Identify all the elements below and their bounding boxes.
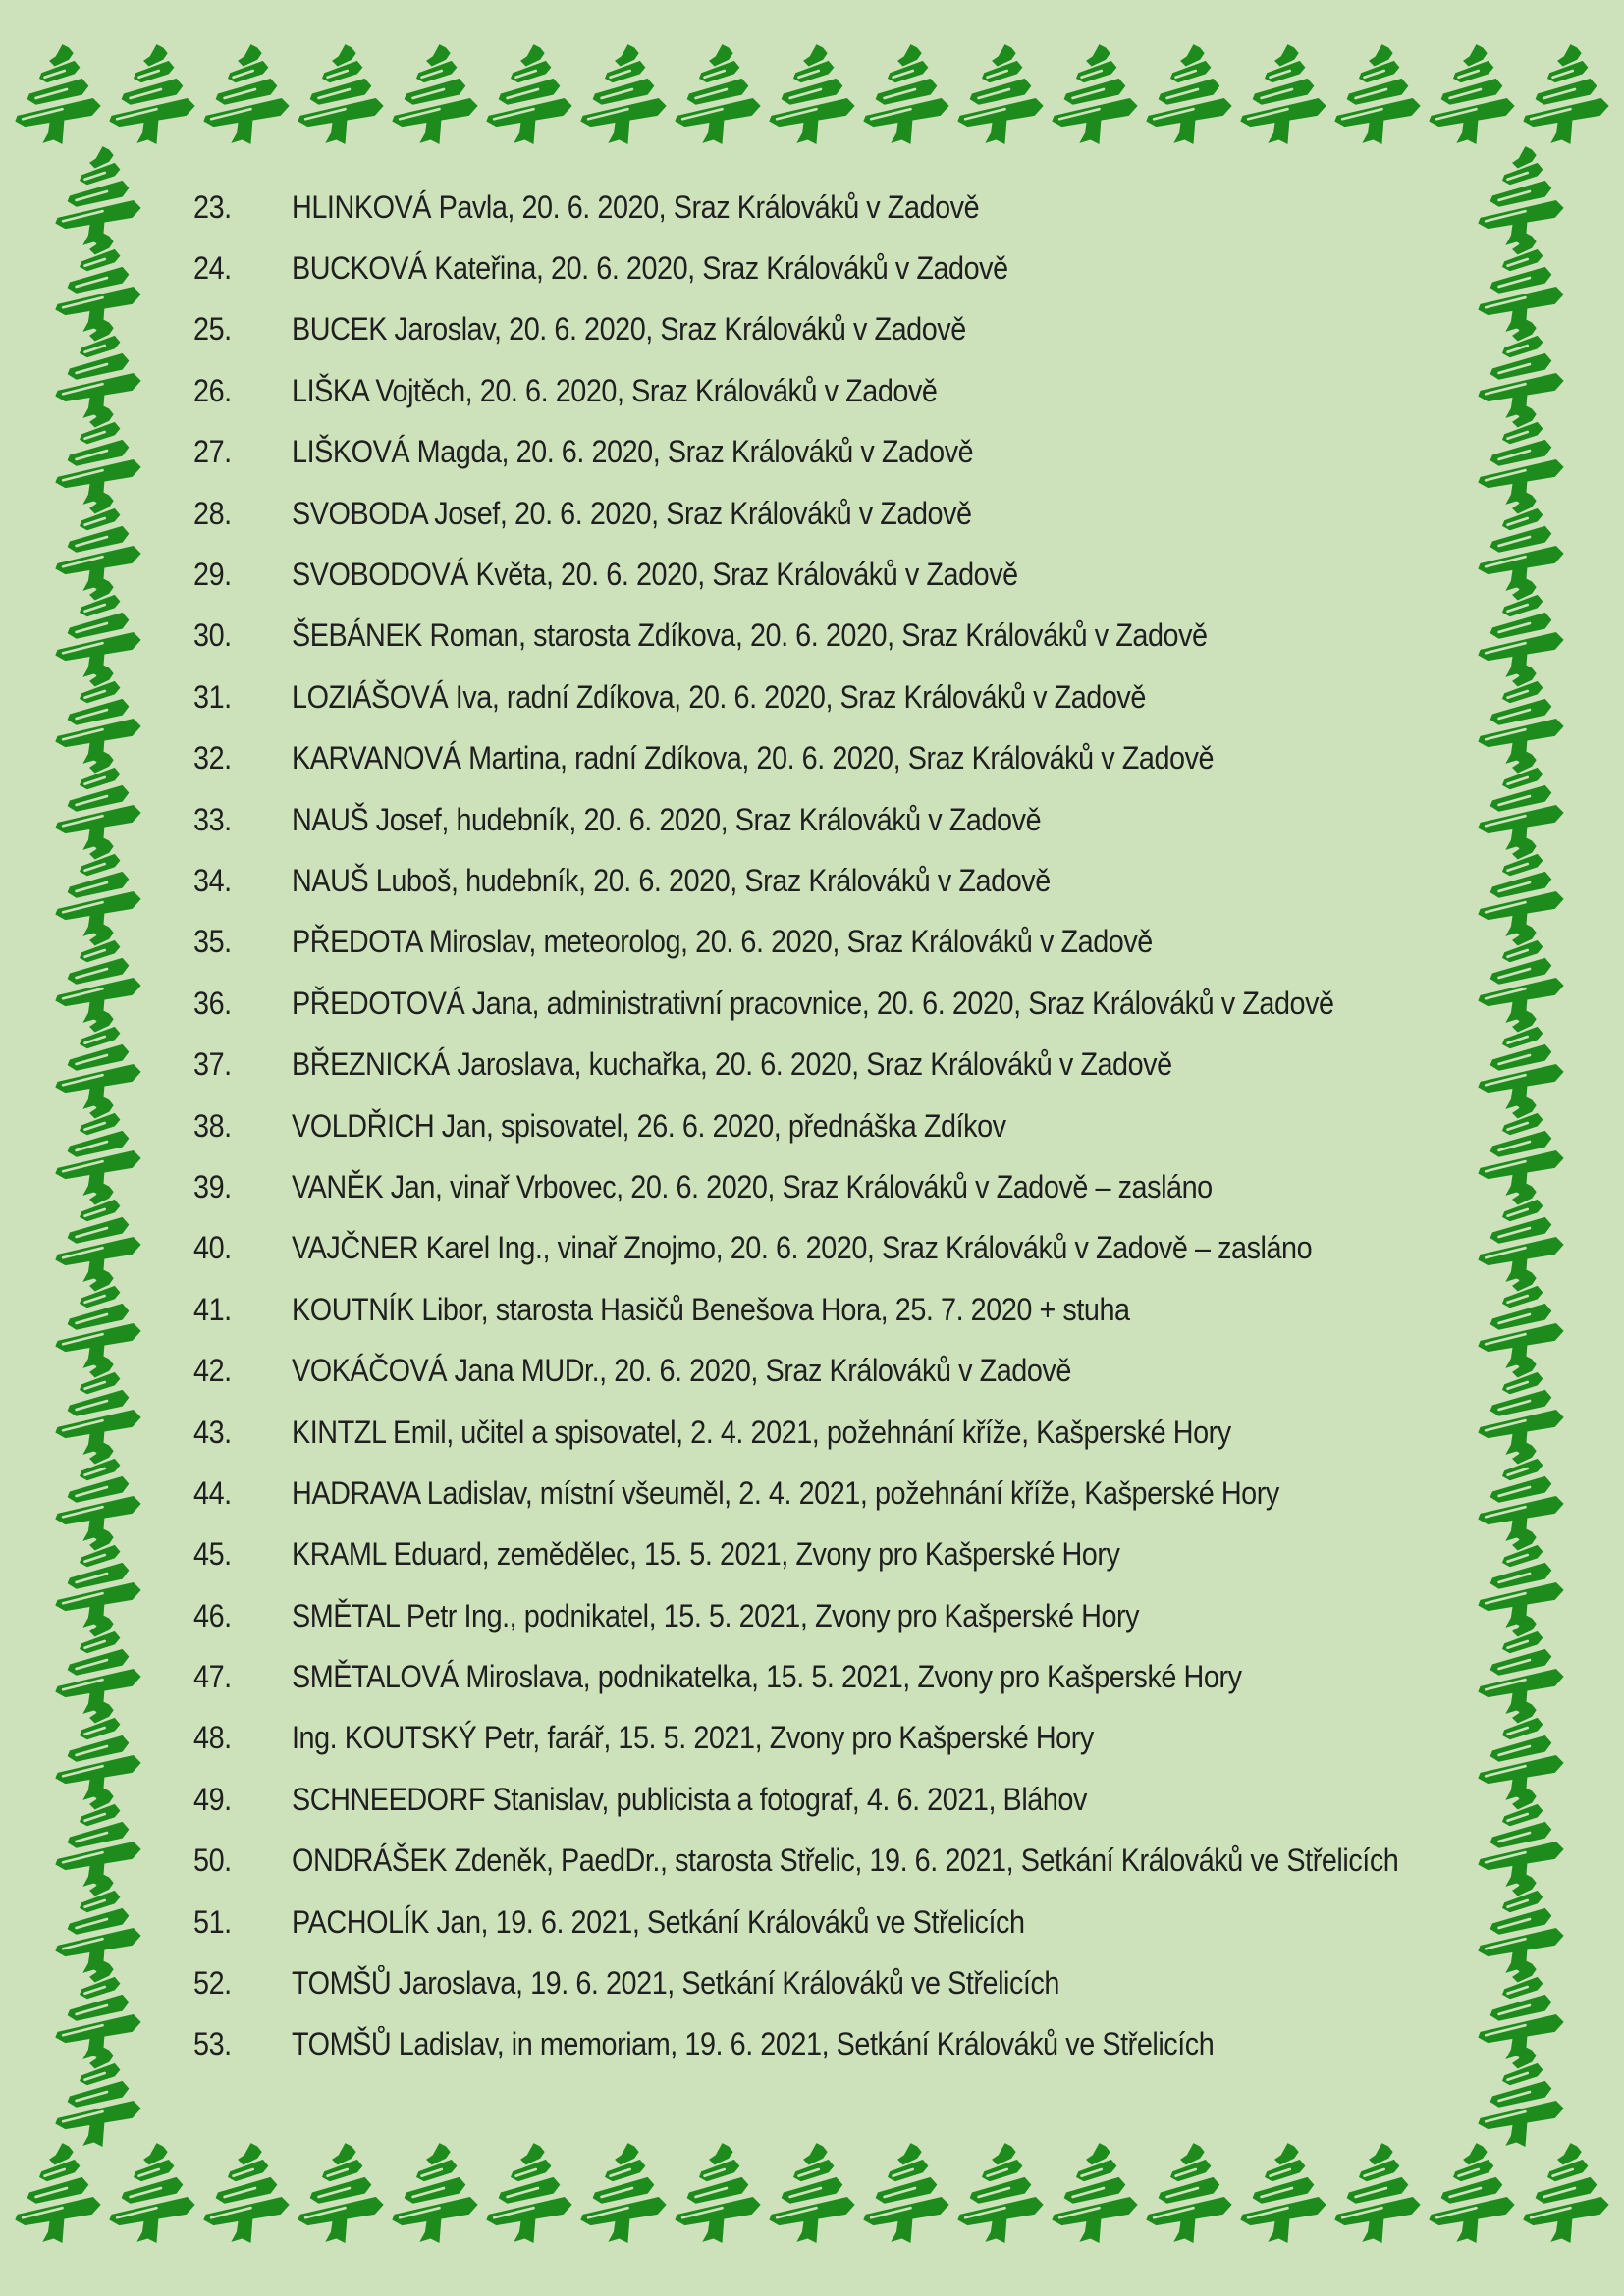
list-item <box>193 1463 1516 1523</box>
tree-icon <box>862 43 950 144</box>
item-number: 32. <box>193 740 232 776</box>
list-item <box>193 1646 1516 1707</box>
tree-icon <box>391 43 479 144</box>
tree-icon <box>1051 43 1139 144</box>
item-text: ŠEBÁNEK Roman, starosta Zdíkova, 20. 6. 2020, Sraz Králováků v Zadově <box>292 617 1208 654</box>
list-item <box>193 1218 1516 1279</box>
tree-icon <box>391 2142 479 2243</box>
tree-icon <box>1333 43 1422 144</box>
tree-icon <box>297 2142 385 2243</box>
item-number: 46. <box>193 1597 232 1633</box>
item-number: 49. <box>193 1781 232 1817</box>
list-item <box>193 912 1516 973</box>
tree-icon <box>1522 2142 1610 2243</box>
item-text: LOZIÁŠOVÁ Iva, radní Zdíkova, 20. 6. 2020, Sraz Králováků v Zadově <box>292 678 1146 715</box>
list-item <box>193 667 1516 727</box>
item-text: VANĚK Jan, vinař Vrbovec, 20. 6. 2020, Sraz Králováků v Zadově – zasláno <box>292 1168 1213 1204</box>
item-text: VOLDŘICH Jan, spisovatel, 26. 6. 2020, přednáška Zdíkov <box>292 1107 1006 1144</box>
list-item <box>193 299 1516 360</box>
tree-icon <box>1428 2142 1516 2243</box>
list-item <box>193 1402 1516 1463</box>
list-item <box>193 1279 1516 1340</box>
tree-icon <box>1145 2142 1233 2243</box>
item-number: 35. <box>193 924 232 960</box>
item-text: PŘEDOTA Miroslav, meteorolog, 20. 6. 2020, Sraz Králováků v Zadově <box>292 924 1153 960</box>
list-item <box>193 973 1516 1034</box>
item-text: SMĚTAL Petr Ing., podnikatel, 15. 5. 2021, Zvony pro Kašperské Hory <box>292 1597 1140 1633</box>
tree-icon <box>485 2142 573 2243</box>
item-text: BUCEK Jaroslav, 20. 6. 2020, Sraz Králováků v Zadově <box>292 311 966 347</box>
list-item <box>193 728 1516 789</box>
memorial-list <box>193 177 1516 2075</box>
item-number: 26. <box>193 372 232 408</box>
item-number: 27. <box>193 434 232 470</box>
tree-icon <box>1522 43 1610 144</box>
tree-icon <box>768 2142 856 2243</box>
item-number: 36. <box>193 985 232 1021</box>
item-number: 23. <box>193 188 232 225</box>
item-text: Ing. KOUTSKÝ Petr, farář, 15. 5. 2021, Zvony pro Kašperské Hory <box>292 1720 1094 1756</box>
tree-icon <box>297 43 385 144</box>
list-item <box>193 1892 1516 1952</box>
tree-icon <box>485 43 573 144</box>
item-text: HADRAVA Ladislav, místní všeuměl, 2. 4. 2021, požehnání kříže, Kašperské Hory <box>292 1474 1279 1511</box>
item-text: NAUŠ Luboš, hudebník, 20. 6. 2020, Sraz Králováků v Zadově <box>292 862 1051 898</box>
list-item <box>193 1034 1516 1095</box>
item-text: PŘEDOTOVÁ Jana, administrativní pracovnice, 20. 6. 2020, Sraz Králováků v Zadově <box>292 985 1334 1021</box>
item-text: NAUŠ Josef, hudebník, 20. 6. 2020, Sraz Králováků v Zadově <box>292 801 1042 837</box>
list-item <box>193 789 1516 850</box>
list-item <box>193 360 1516 421</box>
list-item <box>193 1524 1516 1585</box>
tree-icon <box>768 43 856 144</box>
item-number: 42. <box>193 1353 232 1389</box>
tree-icon <box>1239 2142 1327 2243</box>
list-item <box>193 422 1516 483</box>
tree-icon <box>1428 43 1516 144</box>
item-number: 25. <box>193 311 232 347</box>
tree-icon <box>1333 2142 1422 2243</box>
item-number: 30. <box>193 617 232 654</box>
tree-icon <box>956 2142 1045 2243</box>
item-text: SMĚTALOVÁ Miroslava, podnikatelka, 15. 5. 2021, Zvony pro Kašperské Hory <box>292 1659 1242 1695</box>
list-item <box>193 2014 1516 2075</box>
tree-icon <box>579 43 668 144</box>
item-number: 43. <box>193 1414 232 1450</box>
item-number: 45. <box>193 1536 232 1573</box>
tree-icon <box>54 2046 142 2147</box>
item-number: 48. <box>193 1720 232 1756</box>
tree-icon <box>579 2142 668 2243</box>
list-item <box>193 1831 1516 1892</box>
item-text: ONDRÁŠEK Zdeněk, PaedDr., starosta Střelic, 19. 6. 2021, Setkání Králováků ve Střelicích <box>292 1842 1399 1879</box>
tree-border-top <box>14 43 1610 144</box>
item-number: 51. <box>193 1903 232 1940</box>
tree-icon <box>862 2142 950 2243</box>
list-item <box>193 606 1516 667</box>
tree-border-left <box>54 145 142 2147</box>
list-item <box>193 1769 1516 1830</box>
tree-icon <box>108 2142 196 2243</box>
item-text: TOMŠŮ Ladislav, in memoriam, 19. 6. 2021, Setkání Králováků ve Střelicích <box>292 2026 1215 2062</box>
item-text: VAJČNER Karel Ing., vinař Znojmo, 20. 6. 2020, Sraz Králováků v Zadově – zasláno <box>292 1230 1313 1266</box>
list-item <box>193 483 1516 544</box>
item-text: KRAML Eduard, zemědělec, 15. 5. 2021, Zvony pro Kašperské Hory <box>292 1536 1120 1573</box>
item-number: 28. <box>193 495 232 531</box>
item-text: LIŠKA Vojtěch, 20. 6. 2020, Sraz Králováků v Zadově <box>292 372 938 408</box>
item-number: 34. <box>193 862 232 898</box>
list-item <box>193 238 1516 298</box>
item-text: HLINKOVÁ Pavla, 20. 6. 2020, Sraz Králováků v Zadově <box>292 188 980 225</box>
item-number: 39. <box>193 1168 232 1204</box>
list-item <box>193 544 1516 605</box>
list-item <box>193 1095 1516 1156</box>
list-item <box>193 1585 1516 1646</box>
item-number: 29. <box>193 557 232 593</box>
item-number: 37. <box>193 1046 232 1083</box>
item-number: 52. <box>193 1965 232 2002</box>
list-item <box>193 1340 1516 1401</box>
item-number: 33. <box>193 801 232 837</box>
list-item <box>193 850 1516 911</box>
tree-icon <box>674 43 762 144</box>
item-text: SCHNEEDORF Stanislav, publicista a fotograf, 4. 6. 2021, Bláhov <box>292 1781 1087 1817</box>
list-item <box>193 177 1516 238</box>
tree-icon <box>1239 43 1327 144</box>
tree-border-bottom <box>14 2142 1610 2243</box>
tree-icon <box>202 43 291 144</box>
item-text: PACHOLÍK Jan, 19. 6. 2021, Setkání Králováků ve Střelicích <box>292 1903 1025 1940</box>
item-number: 50. <box>193 1842 232 1879</box>
tree-icon <box>1051 2142 1139 2243</box>
tree-icon <box>14 43 102 144</box>
item-number: 53. <box>193 2026 232 2062</box>
item-number: 24. <box>193 250 232 287</box>
item-text: LIŠKOVÁ Magda, 20. 6. 2020, Sraz Králováků v Zadově <box>292 434 974 470</box>
tree-icon <box>108 43 196 144</box>
list-item <box>193 1156 1516 1217</box>
item-number: 44. <box>193 1474 232 1511</box>
item-text: BŘEZNICKÁ Jaroslava, kuchařka, 20. 6. 2020, Sraz Králováků v Zadově <box>292 1046 1172 1083</box>
list-item <box>193 1952 1516 2013</box>
tree-icon <box>1145 43 1233 144</box>
item-text: KINTZL Emil, učitel a spisovatel, 2. 4. 2021, požehnání kříže, Kašperské Hory <box>292 1414 1231 1450</box>
item-text: BUCKOVÁ Kateřina, 20. 6. 2020, Sraz Králováků v Zadově <box>292 250 1008 287</box>
item-text: TOMŠŮ Jaroslava, 19. 6. 2021, Setkání Králováků ve Střelicích <box>292 1965 1060 2002</box>
item-text: KARVANOVÁ Martina, radní Zdíkova, 20. 6. 2020, Sraz Králováků v Zadově <box>292 740 1215 776</box>
item-text: KOUTNÍK Libor, starosta Hasičů Benešova Hora, 25. 7. 2020 + stuha <box>292 1291 1130 1327</box>
item-text: VOKÁČOVÁ Jana MUDr., 20. 6. 2020, Sraz Králováků v Zadově <box>292 1353 1071 1389</box>
item-number: 47. <box>193 1659 232 1695</box>
tree-icon <box>14 2142 102 2243</box>
item-number: 41. <box>193 1291 232 1327</box>
tree-icon <box>674 2142 762 2243</box>
tree-icon <box>202 2142 291 2243</box>
item-number: 31. <box>193 678 232 715</box>
item-text: SVOBODA Josef, 20. 6. 2020, Sraz Králováků v Zadově <box>292 495 972 531</box>
item-number: 40. <box>193 1230 232 1266</box>
item-number: 38. <box>193 1107 232 1144</box>
tree-icon <box>956 43 1045 144</box>
list-item <box>193 1708 1516 1769</box>
item-text: SVOBODOVÁ Květa, 20. 6. 2020, Sraz Králováků v Zadově <box>292 557 1018 593</box>
